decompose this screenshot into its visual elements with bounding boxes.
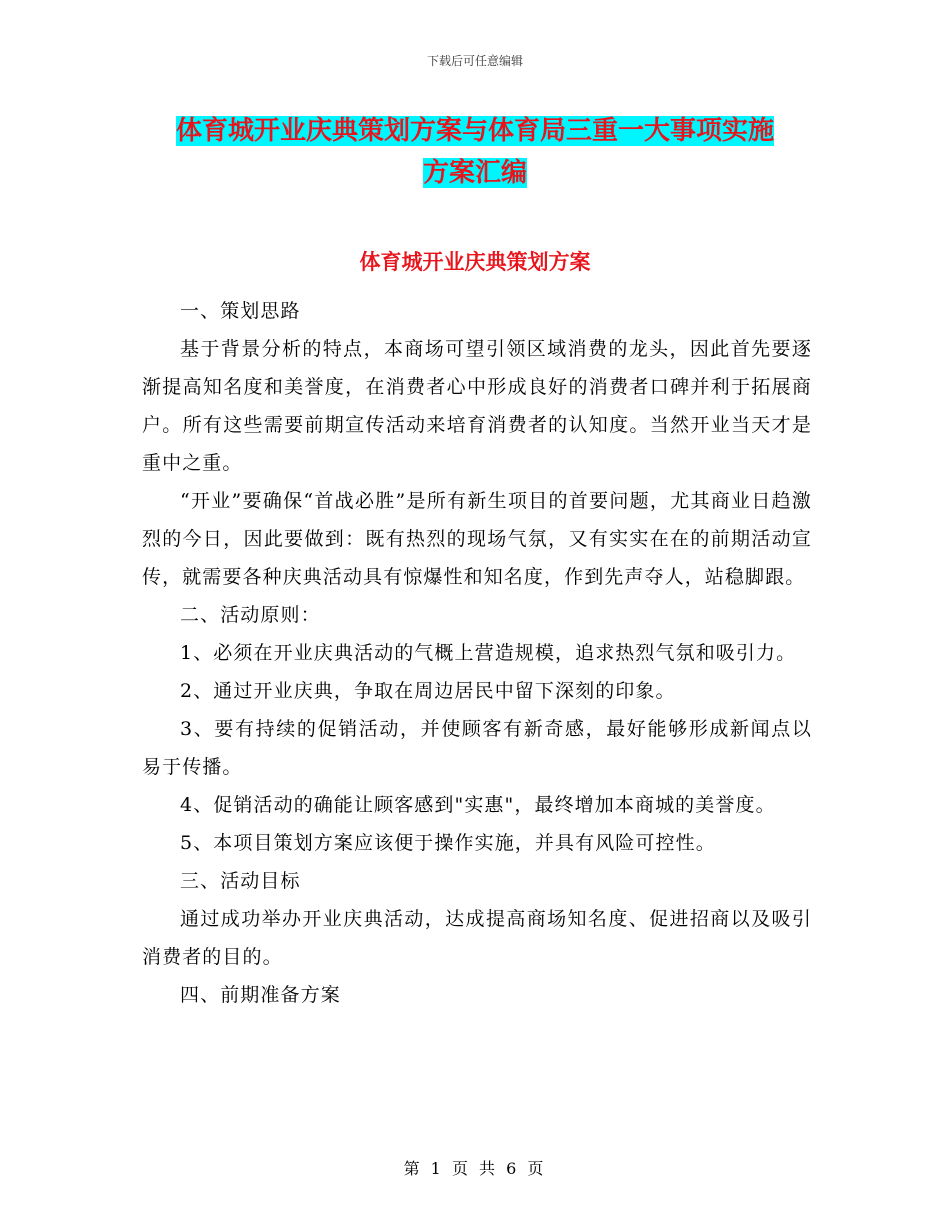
header-note: 下载后可任意编辑 <box>426 54 523 68</box>
document-title-line-2: 方案汇编 <box>422 158 527 188</box>
list-item: 2、通过开业庆典，争取在周边居民中留下深刻的印象。 <box>180 680 676 702</box>
heading-preparation-plan: 四、前期准备方案 <box>180 984 341 1006</box>
page-number-footer: 第 1 页 共 6 页 <box>403 1159 547 1178</box>
heading-activity-principles: 二、活动原则： <box>180 604 321 626</box>
paragraph: “开业”要确保“首战必胜”是所有新生项目的首要问题，尤其商业日趋激烈的今日，因此要做到：既有热烈的现场气氛，又有实实在在的前期活动宣传，就需要各种庆典活动具有惊爆性和知名度，作到先声夺人，站稳脚跟。 <box>142 490 812 588</box>
list-item: 4、促销活动的确能让顾客感到"实惠"，最终增加本商城的美誉度。 <box>180 794 776 816</box>
heading-activity-goals: 三、活动目标 <box>180 870 301 892</box>
document-title <box>0 110 950 194</box>
list-item: 3、要有持续的促销活动，并使顾客有新奇感，最好能够形成新闻点以易于传播。 <box>142 718 812 778</box>
document-title-line-1: 体育城开业庆典策划方案与体育局三重一大事项实施 <box>175 116 774 146</box>
list-item: 1、必须在开业庆典活动的气概上营造规模，追求热烈气氛和吸引力。 <box>180 642 797 664</box>
paragraph: 基于背景分析的特点，本商场可望引领区域消费的龙头，因此首先要逐渐提高知名度和美誉度，在消费者心中形成良好的消费者口碑并利于拓展商户。所有这些需要前期宣传活动来培育消费者的认知度。当然开业当天才是重中之重。 <box>142 338 812 474</box>
list-item: 5、本项目策划方案应该便于操作实施，并具有风险可控性。 <box>180 832 716 854</box>
paragraph: 通过成功举办开业庆典活动，达成提高商场知名度、促进招商以及吸引消费者的目的。 <box>142 908 812 968</box>
heading-planning-idea: 一、策划思路 <box>180 300 301 322</box>
section-title: 体育城开业庆典策划方案 <box>359 250 591 274</box>
document-body <box>142 292 812 1014</box>
